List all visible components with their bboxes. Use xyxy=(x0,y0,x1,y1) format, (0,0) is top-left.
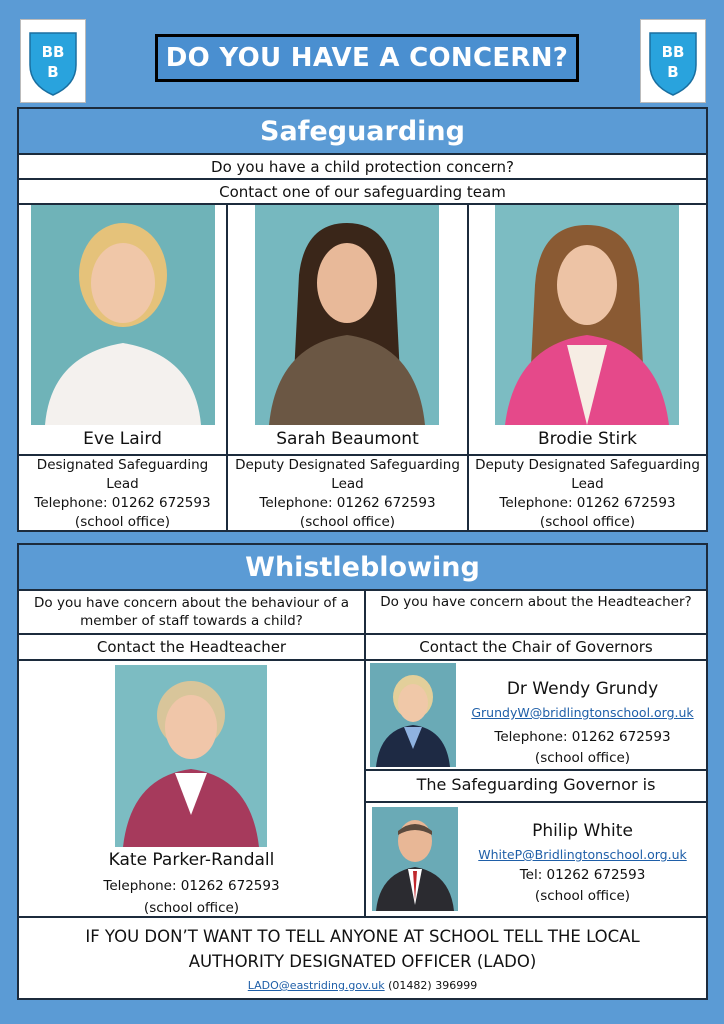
governor-label: The Safeguarding Governor is xyxy=(416,775,656,794)
left-question-line2: member of staff towards a child? xyxy=(80,613,303,629)
governor-phone: Tel: 01262 672593 xyxy=(519,867,646,883)
school-logo-left xyxy=(20,19,86,103)
headteacher-name: Kate Parker-Randall xyxy=(108,850,275,870)
governor-email[interactable] xyxy=(459,847,706,862)
safeguarding-instruction: Contact one of our safeguarding team xyxy=(19,180,706,205)
row-divider xyxy=(19,659,706,661)
left-question xyxy=(19,594,364,630)
chair-note: (school office) xyxy=(534,750,631,766)
left-question-line1: Do you have concern about the behaviour of a xyxy=(34,595,349,611)
staff-role-line2: Lead xyxy=(106,476,139,492)
staff-name: Eve Laird xyxy=(83,429,162,449)
chair-email[interactable]: GrundyW@bridlingtonschool.org.uk xyxy=(471,705,694,720)
staff-role-line1: Deputy Designated Safeguarding xyxy=(475,457,700,473)
staff-photo-sarah-beaumont xyxy=(255,205,439,425)
whistleblowing-heading: Whistleblowing xyxy=(19,545,706,591)
row-divider xyxy=(19,633,706,635)
staff-photo-eve-laird xyxy=(31,205,215,425)
staff-phone: Telephone: 01262 672593 xyxy=(499,495,676,511)
row-divider xyxy=(366,769,706,771)
staff-name: Sarah Beaumont xyxy=(276,429,419,449)
row-divider xyxy=(19,916,706,918)
headteacher-photo xyxy=(115,665,267,847)
staff-role-line2: Lead xyxy=(331,476,364,492)
headteacher-details xyxy=(19,875,364,919)
staff-phone: Telephone: 01262 672593 xyxy=(34,495,211,511)
safeguarding-heading: Safeguarding xyxy=(19,109,706,155)
school-logo-right xyxy=(640,19,706,103)
staff-note: (school office) xyxy=(299,514,396,530)
headteacher-phone: Telephone: 01262 672593 xyxy=(103,878,280,894)
headteacher-note: (school office) xyxy=(143,900,240,916)
staff-details xyxy=(19,456,226,532)
staff-photo-brodie-stirk xyxy=(495,205,679,425)
page-title: DO YOU HAVE A CONCERN? xyxy=(155,34,579,82)
lado-notice-line1: IF YOU DON’T WANT TO TELL ANYONE AT SCHOOL TELL THE LOCAL xyxy=(85,927,640,946)
staff-role-line1: Deputy Designated Safeguarding xyxy=(235,457,460,473)
safeguarding-panel xyxy=(17,107,708,532)
svg-text:BB: BB xyxy=(661,43,685,61)
lado-notice xyxy=(19,924,706,974)
left-contact: Contact the Headteacher xyxy=(96,638,287,656)
governor-name: Philip White xyxy=(532,821,633,841)
right-contact: Contact the Chair of Governors xyxy=(419,638,653,656)
svg-text:BB: BB xyxy=(41,43,65,61)
chair-name: Dr Wendy Grundy xyxy=(506,679,659,699)
staff-details xyxy=(228,456,467,532)
governor-note: (school office) xyxy=(534,888,631,904)
safeguarding-question: Do you have a child protection concern? xyxy=(19,155,706,180)
governor-details xyxy=(459,865,706,907)
lado-email-link[interactable]: LADO@eastriding.gov.uk xyxy=(247,979,385,992)
staff-phone: Telephone: 01262 672593 xyxy=(259,495,436,511)
svg-text:B: B xyxy=(667,63,679,81)
staff-note: (school office) xyxy=(539,514,636,530)
school-crest-icon xyxy=(644,23,702,99)
lado-notice-line2: AUTHORITY DESIGNATED OFFICER (LADO) xyxy=(188,952,537,971)
staff-role-line1: Designated Safeguarding xyxy=(36,457,209,473)
row-divider xyxy=(366,801,706,803)
school-crest-icon xyxy=(24,23,82,99)
staff-name: Brodie Stirk xyxy=(537,429,638,449)
chair-details xyxy=(459,727,706,769)
governor-photo xyxy=(372,807,458,911)
lado-contact xyxy=(19,979,706,992)
chair-phone: Telephone: 01262 672593 xyxy=(494,729,671,745)
svg-text:B: B xyxy=(47,63,59,81)
lado-phone: (01482) 396999 xyxy=(388,979,478,992)
staff-note: (school office) xyxy=(74,514,171,530)
governor-email-link[interactable]: WhiteP@Bridlingtonschool.org.uk xyxy=(478,847,687,862)
whistleblowing-panel xyxy=(17,543,708,1000)
staff-role-line2: Lead xyxy=(571,476,604,492)
right-question: Do you have concern about the Headteacher? xyxy=(380,594,692,610)
chair-photo xyxy=(370,663,456,767)
staff-details xyxy=(469,456,706,532)
